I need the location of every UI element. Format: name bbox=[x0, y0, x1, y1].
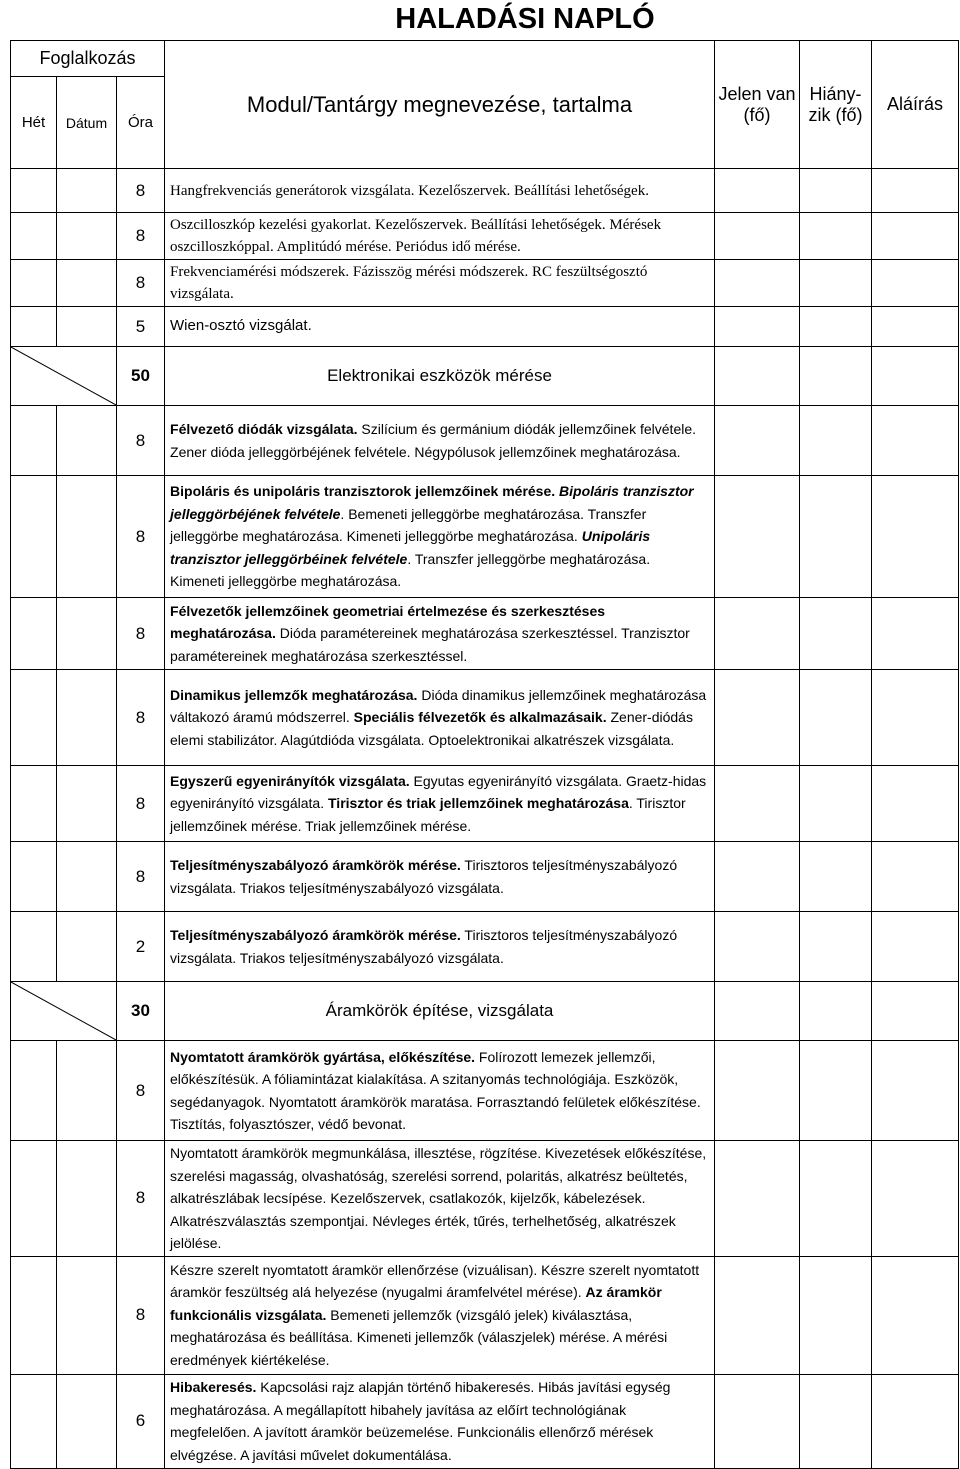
header-modul: Modul/Tantárgy megnevezése, tartalma bbox=[165, 41, 715, 169]
hours-cell: 8 bbox=[117, 213, 165, 260]
diagonal-line-icon bbox=[11, 347, 116, 405]
content-cell: Teljesítményszabályozó áramkörök mérése. Tirisztoros teljesítményszabályozó vizsgálata. Triakos teljesítményszabályozó vizsgálata. bbox=[165, 912, 715, 982]
table-row bbox=[11, 766, 959, 842]
header-jelen-van-line2: (fő) bbox=[743, 104, 771, 125]
content-cell: Wien-osztó vizsgálat. bbox=[165, 307, 715, 347]
table-row bbox=[11, 1141, 959, 1257]
hours-cell: 8 bbox=[117, 1141, 165, 1257]
table-row bbox=[11, 1374, 959, 1468]
table-row bbox=[11, 476, 959, 598]
content-cell: Félvezető diódák vizsgálata. Szilícium és germánium diódák jellemzőinek felvétele. Zener dióda jelleggörbéjének felvétele. Négypólusok jellemzőinek meghatározása. bbox=[165, 406, 715, 476]
table-row bbox=[11, 842, 959, 912]
section-hours: 50 bbox=[117, 347, 165, 406]
header-datum: Dátum bbox=[57, 77, 117, 169]
hours-cell: 8 bbox=[117, 598, 165, 670]
table-row bbox=[11, 307, 959, 347]
hours-cell: 8 bbox=[117, 476, 165, 598]
header-hianyzik bbox=[800, 41, 872, 169]
content-cell: Készre szerelt nyomtatott áramkör ellenőrzése (vizuálisan). Készre szerelt nyomtatott áramkör feszültség alá helyezése (nyugalmi áramfelvétel mérése). Az áramkör funkcionális vizsgálata. Bemeneti jellemzők (vizsgáló jelek) kiválasztása, meghatározása és beállítása. Kimeneti jellemzők (válaszjelek) mérése. A mérési eredmények kiértékelése. bbox=[165, 1256, 715, 1374]
header-alairas: Aláírás bbox=[872, 41, 959, 169]
content-cell: Teljesítményszabályozó áramkörök mérése. Tirisztoros teljesítményszabályozó vizsgálata. Triakos teljesítményszabályozó vizsgálata. bbox=[165, 842, 715, 912]
table-row bbox=[11, 912, 959, 982]
content-cell: Oszcilloszkóp kezelési gyakorlat. Kezelőszervek. Beállítási lehetőségek. Mérések oszcilloszkóppal. Amplitúdó mérése. Periódus idő mérése. bbox=[165, 213, 715, 260]
table-row bbox=[11, 1256, 959, 1374]
content-cell: Egyszerű egyenirányítók vizsgálata. Egyutas egyenirányító vizsgálata. Graetz-hidas egyenirányító vizsgálata. Tirisztor és triak jellemzőinek meghatározása. Tirisztor jellemzőinek mérése. Triak jellemzőinek mérése. bbox=[165, 766, 715, 842]
hours-cell: 8 bbox=[117, 260, 165, 307]
hours-cell: 8 bbox=[117, 670, 165, 766]
hours-cell: 8 bbox=[117, 406, 165, 476]
section-header-row bbox=[11, 347, 959, 406]
content-cell: Hangfrekvenciás generátorok vizsgálata. Kezelőszervek. Beállítási lehetőségek. bbox=[165, 169, 715, 213]
content-cell: Hibakeresés. Kapcsolási rajz alapján történő hibakeresés. Hibás javítási egység meghatározása. A megállapított hibahely javítása az előírt technológiának megfelelően. A javított áramkör beüzemelése. Funkcionális ellenőrző mérések elvégzése. A javítási művelet dokumentálása. bbox=[165, 1374, 715, 1468]
content-cell: Nyomtatott áramkörök gyártása, előkészítése. Folírozott lemezek jellemzői, előkészítésük. A fóliamintázat kialakítása. A szitanyomás technológiája. Eszközök, segédanyagok. Nyomtatott áramkörök maratása. Forrasztandó felületek előkészítése. Tisztítás, folyasztószer, védő bevonat. bbox=[165, 1041, 715, 1141]
hours-cell: 6 bbox=[117, 1374, 165, 1468]
content-cell: Nyomtatott áramkörök megmunkálása, illesztése, rögzítése. Kivezetések előkészítése, szerelési magasság, olvashatóság, szerelési sorrend, polaritás, alkatrész beültetés, alkatrészlábak lecsípése. Kezelőszervek, csatlakozók, kijelzők, kábelezések. Alkatrészválasztás szempontjai. Névleges érték, tűrés, terhelhetőség, alkatrészek jelölése. bbox=[165, 1141, 715, 1257]
section-slash-cell bbox=[11, 982, 117, 1041]
page-title: HALADÁSI NAPLÓ bbox=[395, 3, 655, 35]
table-row bbox=[11, 598, 959, 670]
header-hianyzik-line1: Hiány- bbox=[809, 83, 862, 104]
hours-cell: 8 bbox=[117, 1041, 165, 1141]
hours-cell: 8 bbox=[117, 169, 165, 213]
content-cell: Félvezetők jellemzőinek geometriai értelmezése és szerkesztéses meghatározása. Dióda paramétereinek meghatározása szerkesztéssel. Tranzisztor paramétereinek meghatározása szerkesztéssel. bbox=[165, 598, 715, 670]
table-row bbox=[11, 670, 959, 766]
header-jelen-van-line1: Jelen van bbox=[718, 83, 796, 104]
table-row bbox=[11, 406, 959, 476]
section-title: Áramkörök építése, vizsgálata bbox=[165, 982, 715, 1041]
content-cell: Frekvenciamérési módszerek. Fázisszög mérési módszerek. RC feszültségosztó vizsgálata. bbox=[165, 260, 715, 307]
header-hianyzik-line2: zik (fő) bbox=[808, 104, 863, 125]
header-foglalkozas: Foglalkozás bbox=[11, 41, 165, 77]
table-row bbox=[11, 213, 959, 260]
hours-cell: 8 bbox=[117, 766, 165, 842]
table-row bbox=[11, 169, 959, 213]
table-row bbox=[11, 1041, 959, 1141]
hours-cell: 5 bbox=[117, 307, 165, 347]
hours-cell: 8 bbox=[117, 1256, 165, 1374]
header-het: Hét bbox=[11, 77, 57, 169]
header-jelen-van bbox=[715, 41, 800, 169]
progress-log-table bbox=[10, 40, 959, 1469]
header-ora: Óra bbox=[117, 77, 165, 169]
table-row bbox=[11, 260, 959, 307]
section-title: Elektronikai eszközök mérése bbox=[165, 347, 715, 406]
section-slash-cell bbox=[11, 347, 117, 406]
diagonal-line-icon bbox=[11, 982, 116, 1040]
hours-cell: 2 bbox=[117, 912, 165, 982]
content-cell: Dinamikus jellemzők meghatározása. Dióda dinamikus jellemzőinek meghatározása váltakozó áramú módszerrel. Speciális félvezetők és alkalmazásaik. Zener-diódás elemi stabilizátor. Alagútdióda vizsgálata. Optoelektronikai alkatrészek vizsgálata. bbox=[165, 670, 715, 766]
hours-cell: 8 bbox=[117, 842, 165, 912]
content-cell: Bipoláris és unipoláris tranzisztorok jellemzőinek mérése. Bipoláris tranzisztor jelleggörbéjének felvétele. Bemeneti jelleggörbe meghatározása. Transzfer jelleggörbe meghatározása. Kimeneti jelleggörbe meghatározása. Unipoláris tranzisztor jelleggörbéinek felvétele. Transzfer jelleggörbe meghatározása. Kimeneti jelleggörbe meghatározása. bbox=[165, 476, 715, 598]
section-header-row bbox=[11, 982, 959, 1041]
section-hours: 30 bbox=[117, 982, 165, 1041]
